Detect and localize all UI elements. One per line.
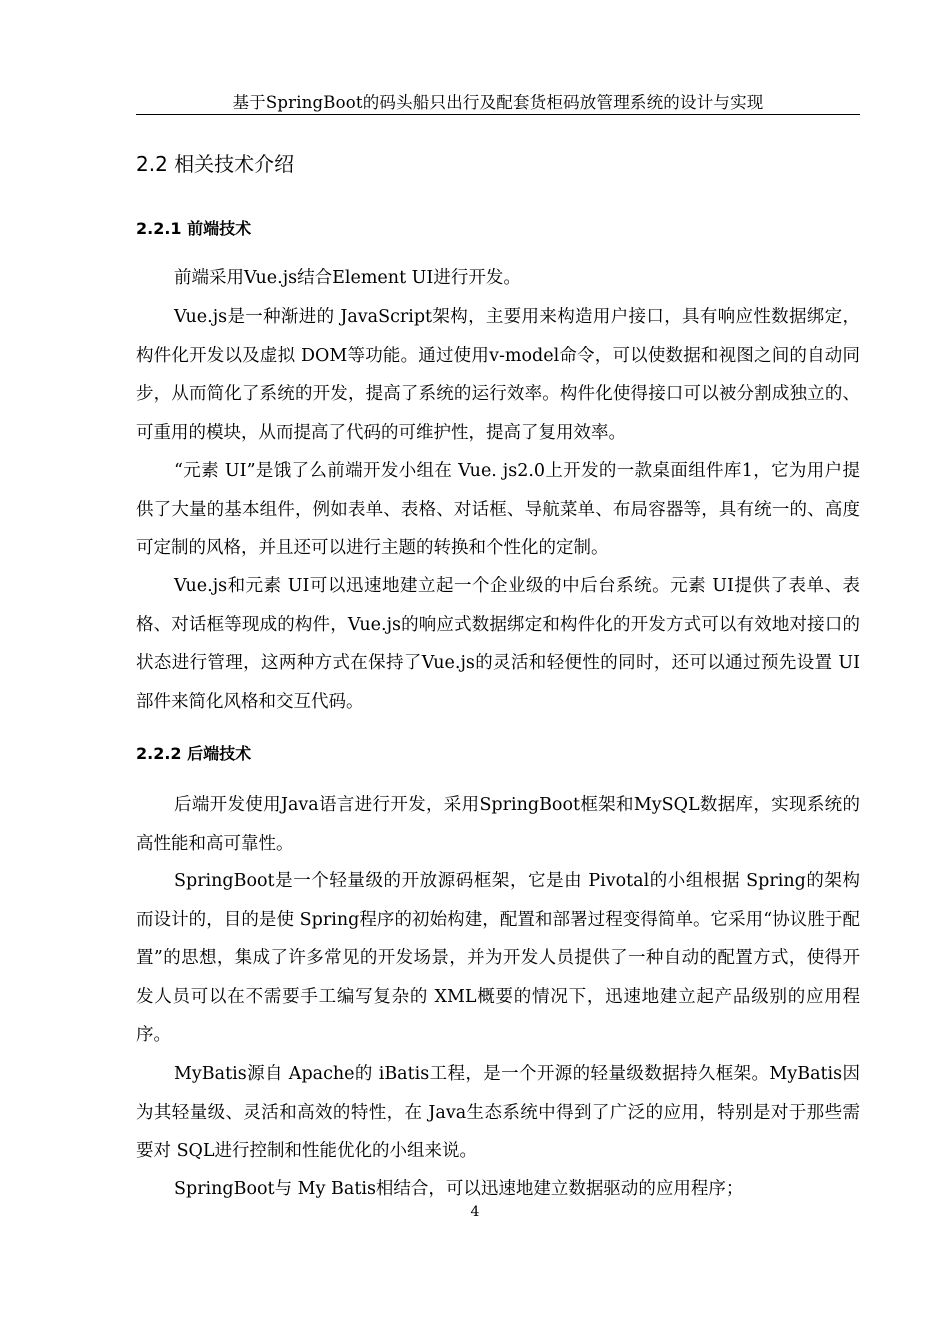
running-header: 基于SpringBoot的码头船只出行及配套货柜码放管理系统的设计与实现 [136, 92, 860, 115]
paragraph-springboot: SpringBoot是一个轻量级的开放源码框架，它是由 Pivotal的小组根据 Spring的架构而设计的，目的是使 Spring程序的初始构建，配置和部署过程变得简单。它采用“协议胜于配置”的思想，集成了许多常见的开发场景，并为开发人员提供了一种自动的配置方式，使得开发人员可以在不需要手工编写复杂的 XML概要的情况下，迅速地建立起产品级别的应用程序。 [136, 871, 860, 1045]
subsection-title-backend: 2.2.2 后端技术 [136, 744, 252, 763]
subsection-title-frontend: 2.2.1 前端技术 [136, 219, 252, 238]
paragraph-element-ui: “元素 UI”是饿了么前端开发小组在 Vue. js2.0上开发的一款桌面组件库1，它为用户提供了大量的基本组件，例如表单、表格、对话框、导航菜单、布局容器等，具有统一的、高度可定制的风格，并且还可以进行主题的转换和个性化的定制。 [136, 461, 860, 558]
paragraph-mybatis: MyBatis源自 Apache的 iBatis工程，是一个开源的轻量级数据持久框架。MyBatis因为其轻量级、灵活和高效的特性，在 Java生态系统中得到了广泛的应用，特别是对于那些需要对 SQL进行控制和性能优化的小组来说。 [136, 1064, 860, 1161]
paragraph-vuejs: Vue.js是一种渐进的 JavaScript架构，主要用来构造用户接口，具有响应性数据绑定，构件化开发以及虚拟 DOM等功能。通过使用v-model命令，可以使数据和视图之间的自动同步，从而简化了系统的开发，提高了系统的运行效率。构件化使得接口可以被分割成独立的、可重用的模块，从而提高了代码的可维护性，提高了复用效率。 [136, 307, 860, 443]
paragraph-backend-intro: 后端开发使用Java语言进行开发，采用SpringBoot框架和MySQL数据库，实现系统的高性能和高可靠性。 [136, 795, 860, 854]
section-title: 2.2 相关技术介绍 [136, 152, 295, 176]
page-number: 4 [470, 1204, 480, 1220]
paragraph-vue-element-combo: Vue.js和元素 UI可以迅速地建立起一个企业级的中后台系统。元素 UI提供了表单、表格、对话框等现成的构件，Vue.js的响应式数据绑定和构件化的开发方式可以有效地对接口的状态进行管理，这两种方式在保持了Vue.js的灵活和轻便性的同时，还可以通过预先设置 UI部件来简化风格和交互代码。 [136, 576, 860, 712]
paragraph-frontend-intro: 前端采用Vue.js结合Element UI进行开发。 [174, 268, 521, 288]
paragraph-springboot-mybatis: SpringBoot与 My Batis相结合，可以迅速地建立数据驱动的应用程序； [174, 1179, 744, 1199]
